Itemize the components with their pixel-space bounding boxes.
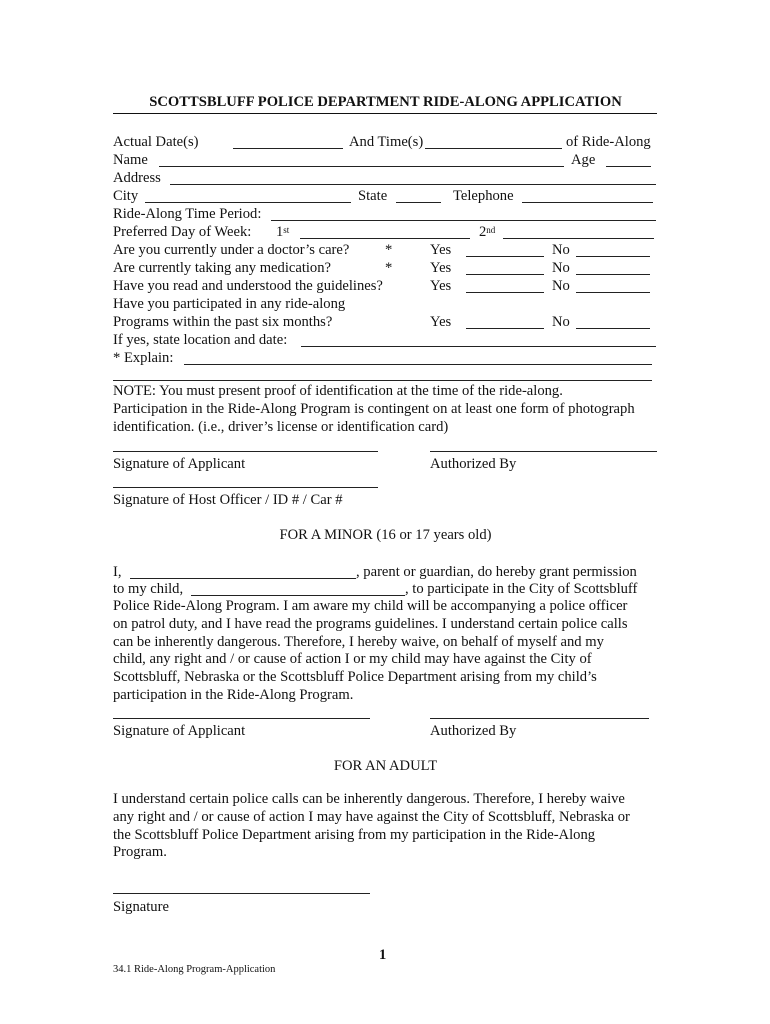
label-telephone: Telephone <box>453 188 514 204</box>
page-number: 1 <box>379 947 387 963</box>
yes-guidelines-field[interactable] <box>466 292 544 293</box>
label-if-yes: If yes, state location and date: <box>113 332 288 348</box>
question-guidelines: Have you read and understood the guidelines? <box>113 278 383 294</box>
no-participated-field[interactable] <box>576 328 650 329</box>
first-day-field[interactable] <box>300 238 470 239</box>
label-yes-medication: Yes <box>430 260 452 276</box>
no-doctor-field[interactable] <box>576 256 650 257</box>
minor-line2-start: to my child, <box>113 581 184 597</box>
note-paragraph: NOTE: You must present proof of identification at the time of the ride-along. Participation in the Ride-Along Program is contingent on at least one form of photograph identification. (i.e., driver’s license or identification card) <box>113 383 635 435</box>
name-field[interactable] <box>159 166 564 167</box>
asterisk-doctor: * <box>385 242 393 258</box>
yes-medication-field[interactable] <box>466 274 544 275</box>
label-second-choice: 2nd <box>479 224 496 240</box>
asterisk-medication: * <box>385 260 393 276</box>
label-no-doctor: No <box>552 242 570 258</box>
label-preferred-day: Preferred Day of Week: <box>113 224 252 240</box>
minor-line2-end: , to participate in the City of Scottsbluff <box>405 581 638 597</box>
no-guidelines-field[interactable] <box>576 292 650 293</box>
question-participated-line1: Have you participated in any ride-along <box>113 296 346 312</box>
no-medication-field[interactable] <box>576 274 650 275</box>
label-yes-participated: Yes <box>430 314 452 330</box>
minor-authorized-signature-line[interactable] <box>430 718 649 719</box>
label-no-medication: No <box>552 260 570 276</box>
page-title: SCOTTSBLUFF POLICE DEPARTMENT RIDE-ALONG APPLICATION <box>149 94 622 110</box>
city-field[interactable] <box>145 202 351 203</box>
label-yes-doctor: Yes <box>430 242 452 258</box>
label-first-choice: 1st <box>276 224 290 240</box>
host-officer-signature-line[interactable] <box>113 487 378 488</box>
label-signature-host-officer: Signature of Host Officer / ID # / Car # <box>113 492 343 508</box>
label-no-participated: No <box>552 314 570 330</box>
label-address: Address <box>113 170 161 186</box>
minor-applicant-signature-line[interactable] <box>113 718 370 719</box>
address-field[interactable] <box>170 184 656 185</box>
label-time-period: Ride-Along Time Period: <box>113 206 262 222</box>
adult-heading: FOR AN ADULT <box>333 758 438 774</box>
applicant-signature-line[interactable] <box>113 451 378 452</box>
question-doctor: Are you currently under a doctor’s care? <box>113 242 350 258</box>
question-participated-line2: Programs within the past six months? <box>113 314 333 330</box>
parent-name-field[interactable] <box>130 578 356 579</box>
minor-line1-start: I, <box>113 564 122 580</box>
state-field[interactable] <box>396 202 441 203</box>
label-name: Name <box>113 152 148 168</box>
minor-waiver-paragraph: Police Ride-Along Program. I am aware my child will be accompanying a police officer on patrol duty, and I have read the programs guidelines. I understand certain police calls can be inherently dangerous. Therefore, I hereby waive, on behalf of myself and my child, any right and / or cause of action I or my child may have against the City of Scottsbluff, Nebraska or the Scottsbluff Police Department arising from my child’s participation in the Ride-Along Program. <box>113 598 628 703</box>
label-and-times: And Time(s) <box>349 134 424 150</box>
minor-heading: FOR A MINOR (16 or 17 years old) <box>279 527 492 543</box>
actual-dates-field[interactable] <box>233 148 343 149</box>
label-actual-dates: Actual Date(s) <box>113 134 199 150</box>
label-minor-signature-applicant: Signature of Applicant <box>113 723 246 739</box>
label-age: Age <box>571 152 596 168</box>
label-state: State <box>358 188 388 204</box>
label-signature-applicant: Signature of Applicant <box>113 456 246 472</box>
yes-doctor-field[interactable] <box>466 256 544 257</box>
yes-participated-field[interactable] <box>466 328 544 329</box>
label-authorized-by: Authorized By <box>430 456 517 472</box>
authorized-signature-line[interactable] <box>430 451 657 452</box>
explain-field[interactable] <box>184 364 652 365</box>
adult-waiver-paragraph: I understand certain police calls can be inherently dangerous. Therefore, I hereby waive any right and / or cause of action I may have against the City of Scottsbluff, Nebraska or the Scottsbluff Police Department arising from my participation in the Ride-Along Program. <box>113 791 630 861</box>
child-name-field[interactable] <box>191 595 405 596</box>
label-minor-authorized-by: Authorized By <box>430 723 517 739</box>
label-city: City <box>113 188 139 204</box>
explain-field-line2[interactable] <box>113 380 652 381</box>
minor-line1-end: , parent or guardian, do hereby grant permission <box>356 564 637 580</box>
telephone-field[interactable] <box>522 202 653 203</box>
and-times-field[interactable] <box>425 148 562 149</box>
location-date-field[interactable] <box>301 346 656 347</box>
label-of-ride-along: of Ride-Along <box>566 134 651 150</box>
adult-signature-line[interactable] <box>113 893 370 894</box>
label-no-guidelines: No <box>552 278 570 294</box>
second-day-field[interactable] <box>503 238 654 239</box>
age-field[interactable] <box>606 166 651 167</box>
label-yes-guidelines: Yes <box>430 278 452 294</box>
question-medication: Are currently taking any medication? <box>113 260 332 276</box>
footer-text: 34.1 Ride-Along Program-Application <box>113 964 276 975</box>
time-period-field[interactable] <box>271 220 656 221</box>
label-signature: Signature <box>113 899 169 915</box>
title-underline <box>113 113 657 114</box>
label-explain: * Explain: <box>113 350 174 366</box>
